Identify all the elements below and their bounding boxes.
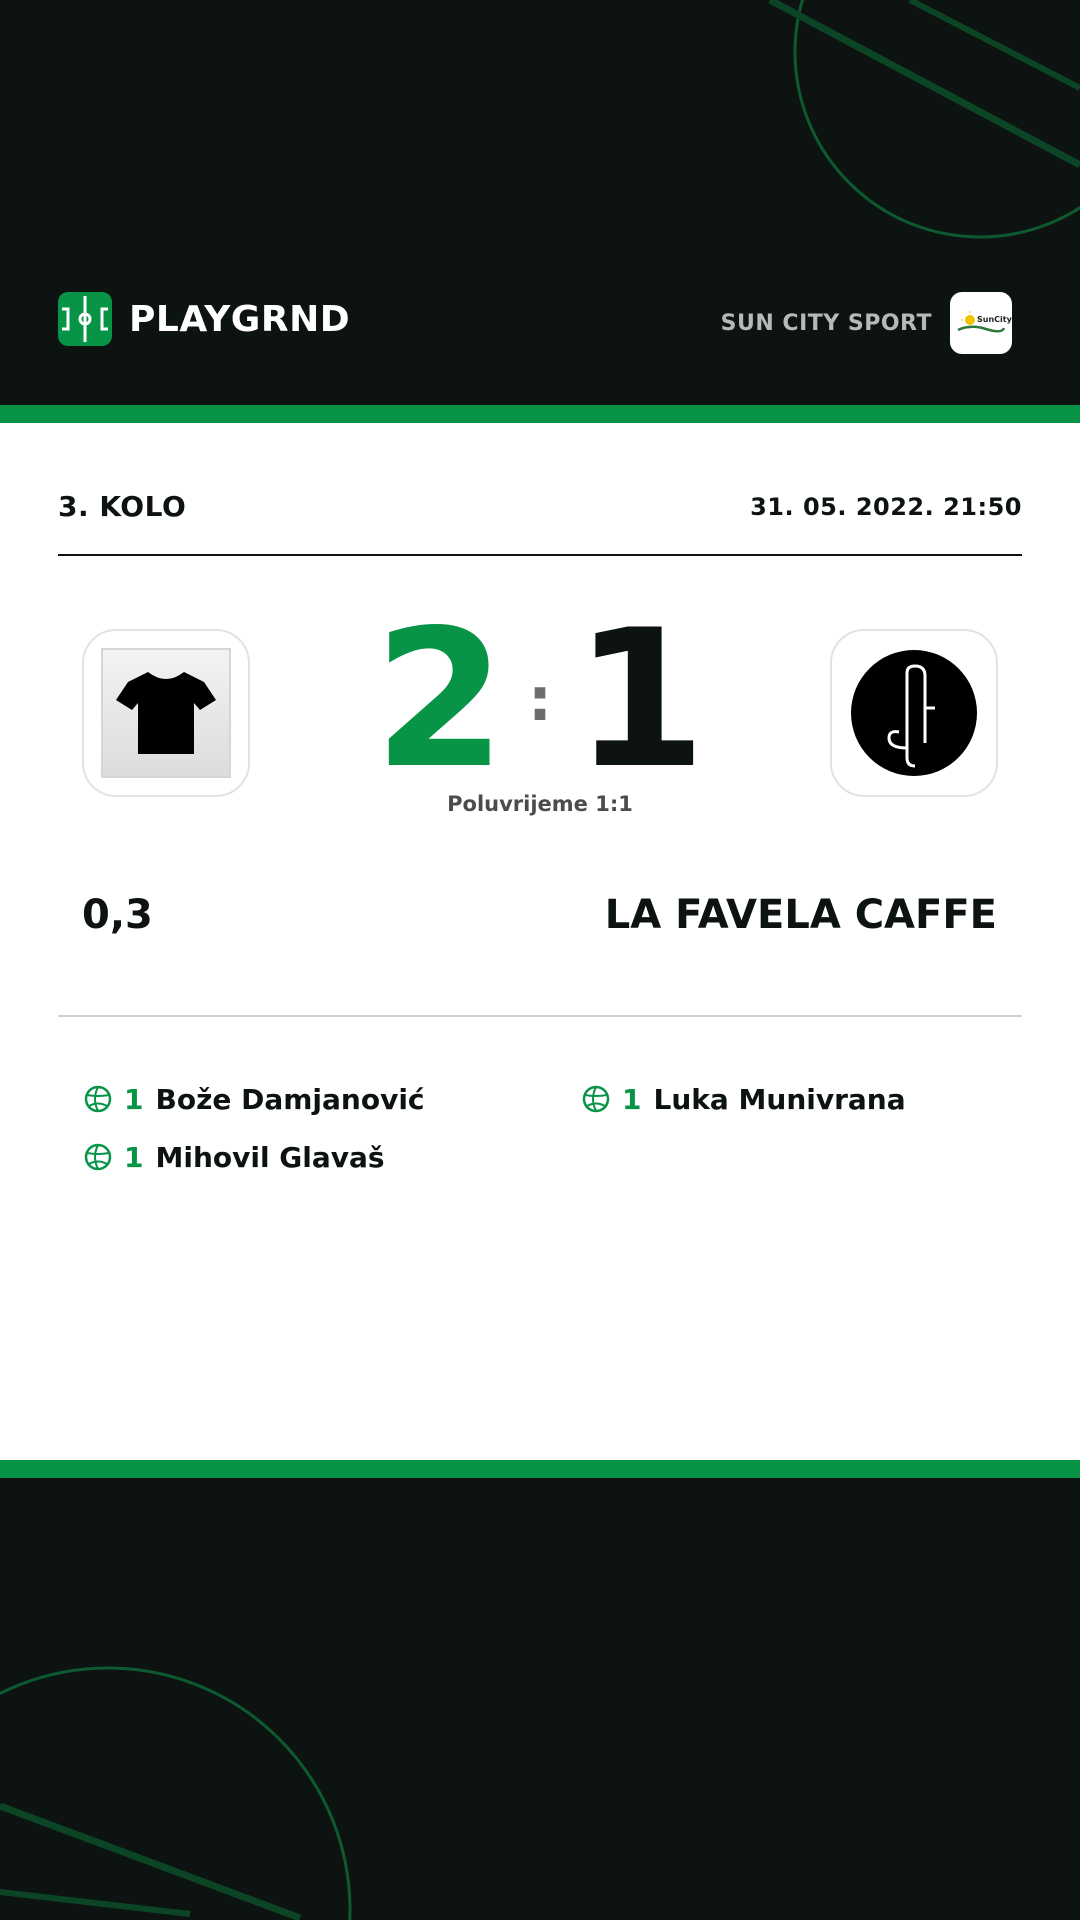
brand xyxy=(58,292,350,346)
home-scorers xyxy=(84,1070,425,1186)
away-scorers xyxy=(582,1070,906,1128)
player-name: Mihovil Glavaš xyxy=(155,1140,385,1174)
home-score: 2 xyxy=(373,589,506,810)
halftime-score: Poluvrijeme 1:1 xyxy=(447,792,633,816)
header xyxy=(0,0,1080,405)
pitch-decoration xyxy=(0,1478,1080,1920)
divider-light xyxy=(58,1015,1022,1017)
ball-icon xyxy=(84,1143,112,1171)
accent-bar-top xyxy=(0,405,1080,423)
goal-count: 1 xyxy=(124,1140,144,1174)
sponsor-name: SUN CITY SPORT xyxy=(720,310,932,336)
footer xyxy=(0,1478,1080,1920)
round-label: 3. KOLO xyxy=(58,490,187,523)
sun-city-logo-icon xyxy=(956,308,1012,338)
pitch-icon xyxy=(58,292,112,346)
away-team-name: LA FAVELA CAFFE xyxy=(604,892,997,938)
divider xyxy=(58,554,1022,556)
home-team-name: 0,3 xyxy=(82,892,153,938)
scorer-row xyxy=(84,1070,425,1128)
svg-text:SunCity: SunCity xyxy=(977,315,1012,324)
ball-icon xyxy=(84,1085,112,1113)
scorer-row xyxy=(84,1128,425,1186)
ball-icon xyxy=(582,1085,610,1113)
accent-bar-bottom xyxy=(0,1460,1080,1478)
brand-name: PLAYGRND xyxy=(129,298,351,340)
match-datetime: 31. 05. 2022. 21:50 xyxy=(750,493,1022,521)
goal-count: 1 xyxy=(622,1082,642,1116)
player-name: Luka Munivrana xyxy=(653,1082,906,1116)
sponsor xyxy=(721,292,1012,354)
sponsor-logo xyxy=(950,292,1012,354)
scorer-row xyxy=(582,1070,906,1128)
goal-count: 1 xyxy=(124,1082,144,1116)
away-score: 1 xyxy=(574,589,707,810)
player-name: Bože Damjanović xyxy=(155,1082,425,1116)
score-separator: : xyxy=(528,665,552,735)
match-card xyxy=(0,423,1080,1460)
